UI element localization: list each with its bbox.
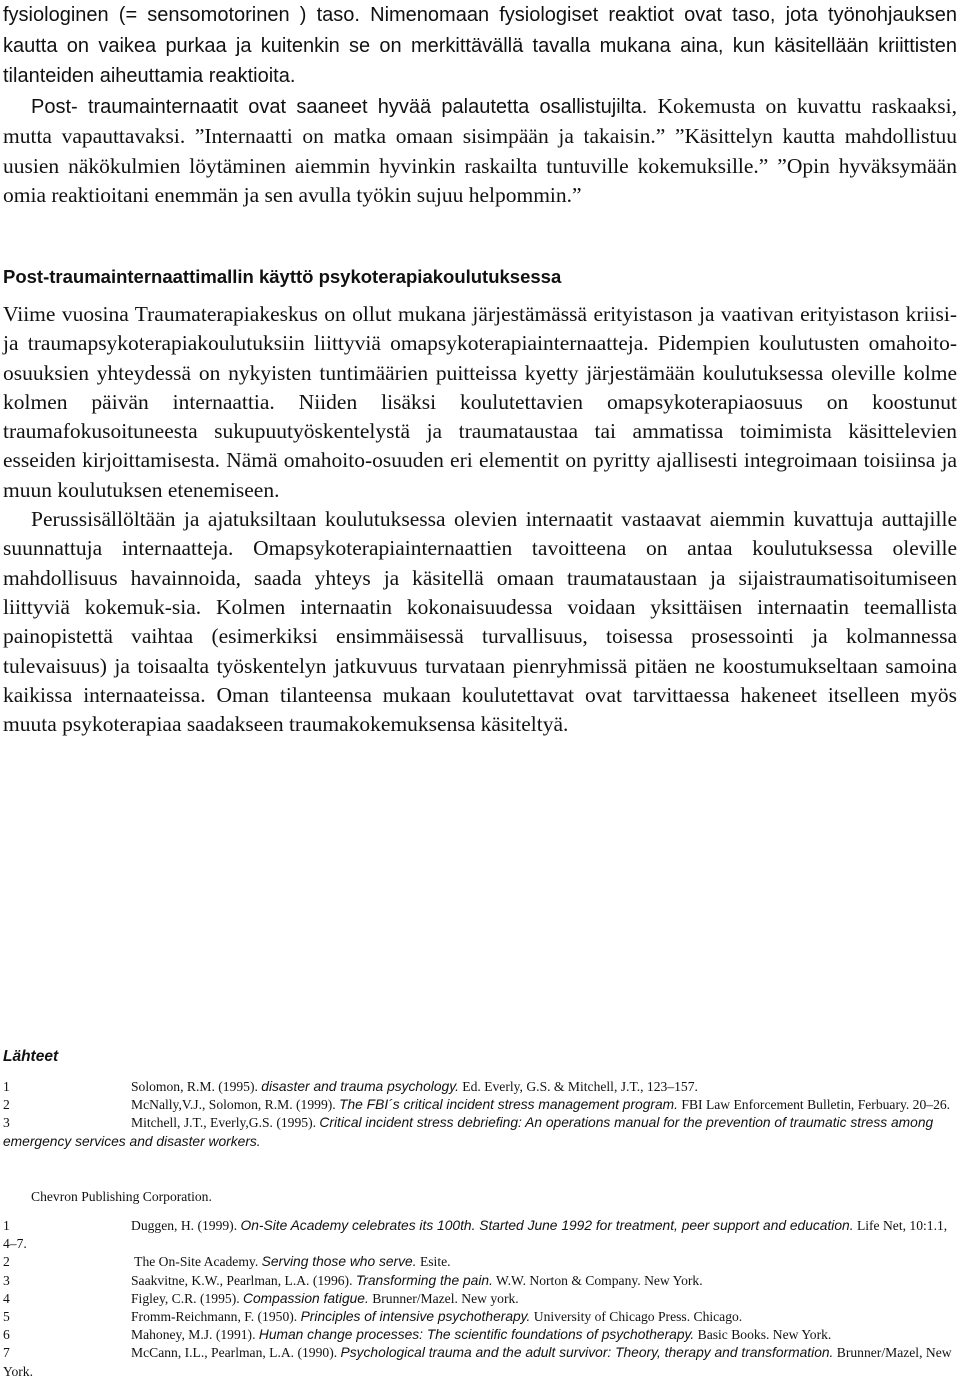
reference-title: On-Site Academy celebrates its 100th. Started June 1992 for treatment, peer support and education. bbox=[240, 1218, 854, 1233]
reference-source: Brunner/Mazel, New York. bbox=[3, 1345, 952, 1379]
reference-authors: McCann, I.L., Pearlman, L.A. (1990). bbox=[131, 1345, 341, 1361]
reference-list-b bbox=[3, 1217, 957, 1381]
reference-source: FBI Law Enforcement Bulletin, Ferbuary. 20–26. bbox=[678, 1097, 951, 1113]
intro-text bbox=[3, 0, 957, 92]
reference-source: Ed. Everly, G.S. & Mitchell, J.T., 123–157. bbox=[458, 1079, 698, 1094]
participant-quotes: Kokemusta on kuvattu raskaaksi, mutta vapauttavaksi. ”Internaatti on matka omaan sisimpään ja takaisin.” ”Käsittelyn kautta mahdollistuu uusien näkökulmien löytäminen aiemmin hyvinkin raskailta tuntuville kokemuksille.” ”Opin hyväksymään omia reaktioitani enemmän ja sen avulla työkin sujuu helpommin.” bbox=[3, 93, 958, 207]
section-heading: Post-traumainternaattimallin käyttö psykoterapiakoulutuksessa bbox=[3, 266, 562, 287]
reference-item bbox=[3, 1217, 957, 1253]
reference-title: Psychological trauma and the adult survivor: Theory, therapy and transformation. bbox=[340, 1345, 834, 1361]
reference-authors: Figley, C.R. (1995). bbox=[131, 1290, 244, 1306]
reference-source: Life Net, 10:1.1, 4–7. bbox=[3, 1218, 948, 1252]
reference-source: Esite. bbox=[416, 1254, 451, 1270]
reference-source: Brunner/Mazel. New york. bbox=[368, 1290, 519, 1306]
reference-authors: The On-Site Academy. bbox=[131, 1254, 262, 1270]
reference-number: 4 bbox=[3, 1290, 10, 1306]
publisher-line: Chevron Publishing Corporation. bbox=[31, 1189, 212, 1204]
section-body bbox=[3, 300, 957, 739]
reference-item bbox=[3, 1253, 957, 1271]
reference-source: University of Chicago Press. Chicago. bbox=[530, 1309, 743, 1325]
intro-sans-text: fysiologinen (= sensomotorinen ) taso. Nimenomaan fysiologiset reaktiot ovat taso, jota työnohjauksen kautta on vaikea purkaa ja kuitenkin se on merkittävällä tavalla mukana aina, kun käsitellään kriittisten tilanteiden aiheuttamia reaktioita. bbox=[3, 4, 957, 87]
reference-title: Critical incident stress debriefing: An operations manual for the prevention of traumatic stress among emergency services and disaster workers. bbox=[3, 1115, 934, 1149]
reference-authors: Fromm-Reichmann, F. (1950). bbox=[131, 1309, 301, 1325]
reference-authors: McNally,V.J., Solomon, R.M. (1999). bbox=[131, 1097, 340, 1113]
reference-authors: Duggen, H. (1999). bbox=[131, 1218, 241, 1233]
reference-number: 6 bbox=[3, 1327, 10, 1343]
reference-title: Human change processes: The scientific foundations of psychotherapy. bbox=[258, 1327, 695, 1343]
reference-number: 2 bbox=[3, 1097, 10, 1113]
reference-number: 2 bbox=[3, 1254, 10, 1270]
reference-title: Compassion fatigue. bbox=[243, 1290, 369, 1306]
reference-item bbox=[3, 1308, 957, 1326]
reference-number: 3 bbox=[3, 1115, 10, 1131]
body-paragraph-1: Viime vuosina Traumaterapiakeskus on ollut mukana järjestämässä erityistason ja vaativan erityistason kriisi- ja traumapsykoterapiakoulutuksiin liittyviä omapsykoterapiainternaatteja. Pidempien koulutusten omahoito-osuuksien yhteydessä on nykyisten tuntimäärien puitteissa kyetty järjestämään koulutuksessa oleville kolme kolmen päivän internaattia. Niiden lisäksi koulutettavien omapsykoterapiaosuus on koostunut traumafokusoituneesta sukupuutyöskentelystä ja traumataustaa tai ammatissa toimimista käsittelevien esseiden kirjoittamisesta. Nämä omahoito-osuuden eri elementit on pyritty ajallisesti integroimaan toisiinsa ja muun koulutuksen etenemiseen. bbox=[3, 302, 957, 502]
intro-paragraph bbox=[3, 0, 957, 211]
reference-authors: Mitchell, J.T., Everly,G.S. (1995). bbox=[131, 1115, 320, 1131]
feedback-sans-text: Post- traumainternaatit ovat saaneet hyvää palautetta osallistujilta. bbox=[31, 95, 648, 118]
reference-item bbox=[3, 1096, 957, 1114]
reference-list-a bbox=[3, 1078, 957, 1151]
reference-title: The FBI´s critical incident stress management program. bbox=[339, 1097, 678, 1113]
reference-title: Principles of intensive psychotherapy. bbox=[300, 1309, 531, 1325]
reference-item bbox=[3, 1272, 957, 1290]
body-paragraph-2: Perussisällöltään ja ajatuksiltaan koulutuksessa olevien internaatit vastaavat aiemmin kuvattuja auttajille suunnattuja internaatteja. Omapsykoterapiainternaattien tavoitteena on antaa koulutuksessa oleville mahdollisuus havainnoida, saada yhteys ja käsitellä omaan traumataustaan ja sijaistraumatisoitumiseen liittyviä kokemuk-sia. Kolmen internaatin kokonaisuudessa voidaan yksittäisen internaatin teemallista painopistettä vaihtaa (esimerkiksi ensimmäisessä turvallisuus, toisessa prosessointi ja kolmannessa tulevaisuus) ja toisaalta työskentelyn jatkuvuus turvataan pienryhmissä pitäen ne koostumukseltaan samoina kaikissa internaateissa. Oman tilanteensa mukaan koulutettavat ovat tarvittaessa hakeneet itselleen myös muuta psykoterapiaa saadakseen traumakokemuksensa käsiteltyä. bbox=[3, 507, 957, 737]
reference-number: 1 bbox=[3, 1218, 10, 1233]
reference-number: 3 bbox=[3, 1272, 10, 1288]
reference-title: Transforming the pain. bbox=[355, 1272, 493, 1288]
reference-title: disaster and trauma psychology. bbox=[261, 1079, 459, 1094]
reference-title: Serving those who serve. bbox=[261, 1254, 417, 1270]
reference-number: 1 bbox=[3, 1079, 10, 1094]
reference-item bbox=[3, 1326, 957, 1344]
reference-authors: Solomon, R.M. (1995). bbox=[131, 1079, 262, 1094]
reference-authors: Saakvitne, K.W., Pearlman, L.A. (1996). bbox=[131, 1272, 356, 1288]
reference-item bbox=[3, 1114, 957, 1150]
reference-source: W.W. Norton & Company. New York. bbox=[492, 1272, 703, 1288]
reference-number: 5 bbox=[3, 1309, 10, 1325]
reference-source: Basic Books. New York. bbox=[694, 1327, 832, 1343]
reference-number: 7 bbox=[3, 1345, 10, 1361]
references-heading: Lähteet bbox=[3, 1048, 59, 1065]
reference-item bbox=[3, 1344, 957, 1380]
reference-item bbox=[3, 1078, 957, 1096]
reference-authors: Mahoney, M.J. (1991). bbox=[131, 1327, 259, 1343]
reference-item bbox=[3, 1290, 957, 1308]
feedback-text bbox=[3, 92, 957, 211]
